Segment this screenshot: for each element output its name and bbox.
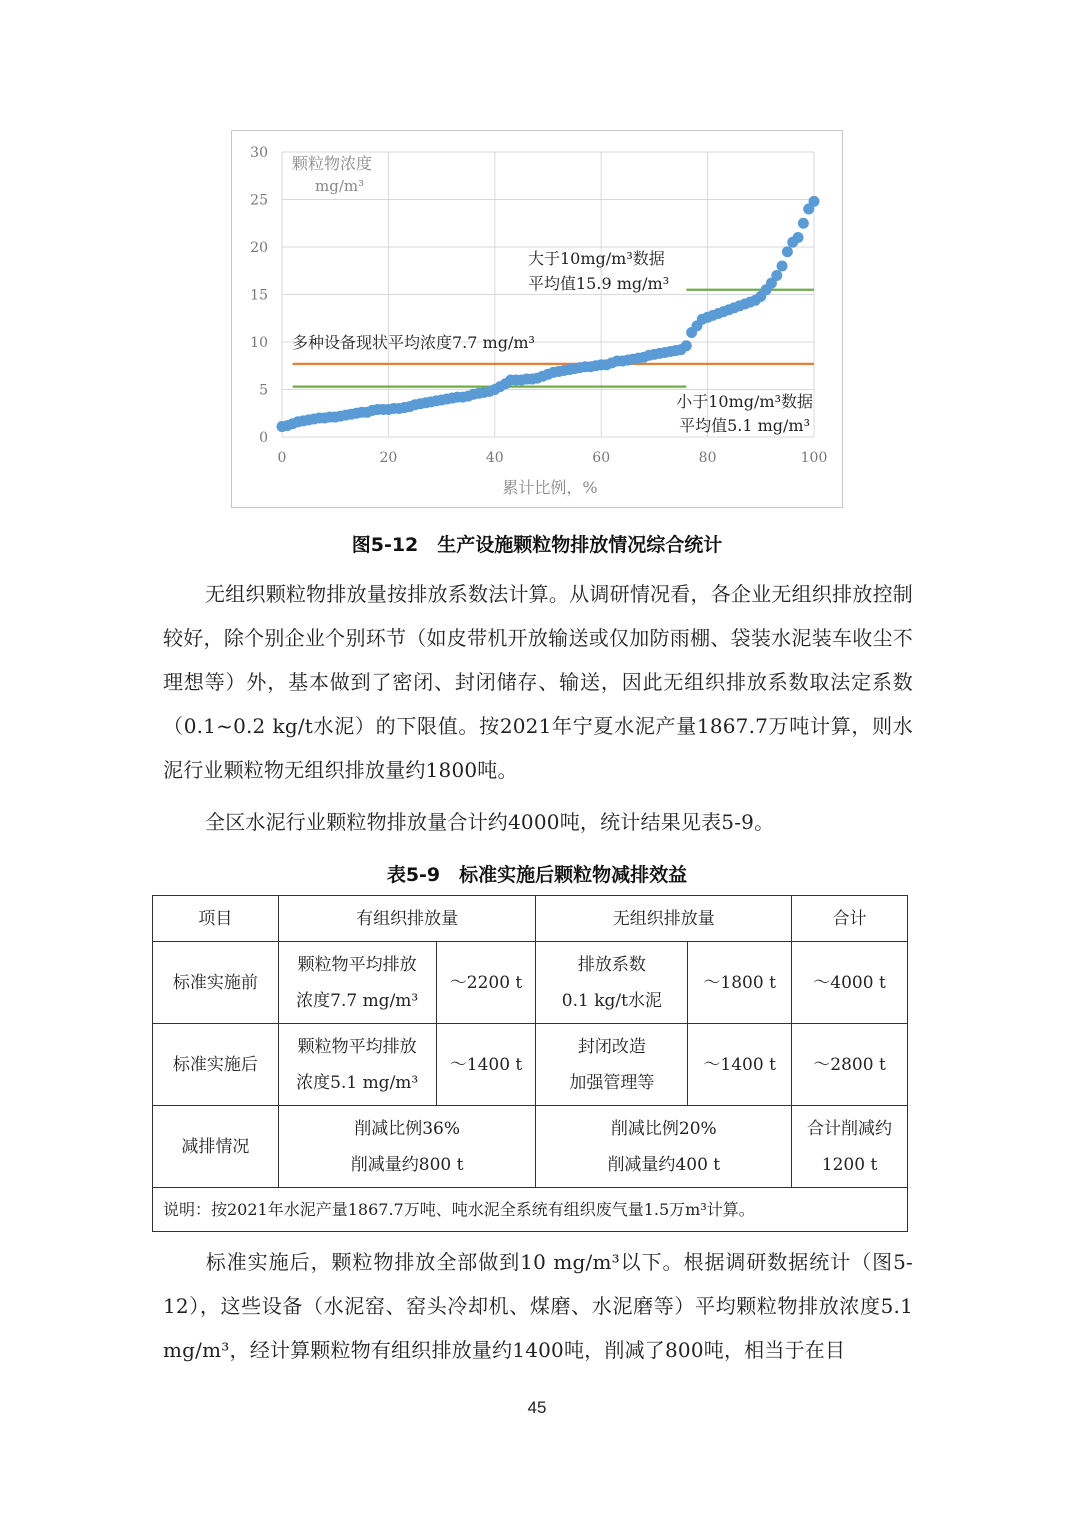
- paragraph-2: 全区水泥行业颗粒物排放量合计约4000吨，统计结果见表5-9。: [205, 810, 775, 834]
- annotation-high-line2: 平均值15.9 mg/m³: [528, 274, 670, 293]
- y-tick-label: 30: [250, 145, 268, 161]
- row-label: 标准实施前: [153, 942, 279, 1024]
- unorg-value: ～1400 t: [688, 1024, 792, 1106]
- reduction-table: [152, 895, 908, 1232]
- figure-caption: 图5-12 生产设施颗粒物排放情况综合统计: [351, 534, 723, 556]
- table-note-row: [153, 1188, 908, 1232]
- header-unorganized: 无组织排放量: [536, 896, 792, 942]
- data-point: [771, 270, 782, 281]
- unorg-desc: 封闭改造 加强管理等: [536, 1024, 688, 1106]
- header-total: 合计: [792, 896, 908, 942]
- unorg-value: ～1800 t: [688, 942, 792, 1024]
- x-tick-label: 40: [485, 450, 504, 466]
- y-axis-label-line1: 颗粒物浓度: [292, 154, 373, 173]
- data-point: [782, 246, 793, 257]
- table-row: [153, 1024, 908, 1106]
- org-reduction: 削减比例36% 削减量约800 t: [278, 1106, 536, 1188]
- figure-chart: [231, 130, 843, 508]
- paragraph-3: 标准实施后，颗粒物排放全部做到10 mg/m³以下。根据调研数据统计（图5-12），这些设备（水泥窑、窑头冷却机、煤磨、水泥磨等）平均颗粒物排放浓度5.1 mg/m³，经计算颗粒物有组织排放量约1400吨，削减了800吨，相当于在目: [163, 1250, 913, 1362]
- y-tick-label: 5: [259, 382, 268, 399]
- y-tick-label: 15: [250, 287, 268, 304]
- org-value: ～2200 t: [436, 942, 536, 1024]
- page-number: 45: [527, 1398, 547, 1417]
- y-axis-label-line2: mg/m³: [315, 177, 365, 195]
- data-point: [793, 232, 804, 243]
- annotation-low-line2: 平均值5.1 mg/m³: [679, 416, 810, 435]
- header-item: 项目: [153, 896, 279, 942]
- x-axis-label: 累计比例，%: [502, 478, 598, 497]
- table-row: [153, 942, 908, 1024]
- unorg-desc: 排放系数 0.1 kg/t水泥: [536, 942, 688, 1024]
- chart-svg: [232, 131, 844, 509]
- total-value: ～2800 t: [792, 1024, 908, 1106]
- paragraph-1: 无组织颗粒物排放量按排放系数法计算。从调研情况看，各企业无组织排放控制较好，除个别企业个别环节（如皮带机开放输送或仅加防雨棚、袋装水泥装车收尘不理想等）外，基本做到了密闭、封闭储存、输送，因此无组织排放系数取法定系数（0.1~0.2 kg/t水泥）的下限值。按2021年宁夏水泥产量1867.7万吨计算，则水泥行业颗粒物无组织排放量约1800吨。: [163, 582, 913, 782]
- y-tick-label: 10: [250, 335, 268, 351]
- total-value: ～4000 t: [792, 942, 908, 1024]
- row-label: 减排情况: [153, 1106, 279, 1188]
- data-point: [798, 218, 809, 229]
- x-tick-label: 100: [800, 450, 828, 466]
- annotation-avg-all: 多种设备现状平均浓度7.7 mg/m³: [292, 333, 535, 352]
- org-value: ～1400 t: [436, 1024, 536, 1106]
- table-row-reduction: [153, 1106, 908, 1188]
- annotation-high-line1: 大于10mg/m³数据: [528, 249, 665, 268]
- data-point: [809, 196, 820, 207]
- row-label: 标准实施后: [153, 1024, 279, 1106]
- x-tick-label: 0: [277, 450, 287, 466]
- x-tick-label: 20: [379, 450, 398, 466]
- table-note: 说明：按2021年水泥产量1867.7万吨、吨水泥全系统有组织废气量1.5万m³计算。: [153, 1188, 908, 1232]
- data-point: [681, 340, 692, 351]
- unorg-reduction: 削减比例20% 削减量约400 t: [536, 1106, 792, 1188]
- header-organized: 有组织排放量: [278, 896, 536, 942]
- annotation-low-line1: 小于10mg/m³数据: [676, 392, 813, 411]
- org-desc: 颗粒物平均排放 浓度5.1 mg/m³: [278, 1024, 436, 1106]
- x-tick-label: 60: [592, 450, 611, 466]
- y-tick-label: 0: [259, 430, 268, 446]
- table-caption: 表5-9 标准实施后颗粒物减排效益: [386, 864, 688, 886]
- table-header-row: [153, 896, 908, 942]
- x-tick-label: 80: [698, 450, 717, 466]
- data-point: [777, 261, 788, 272]
- total-reduction: 合计削减约 1200 t: [792, 1106, 908, 1188]
- org-desc: 颗粒物平均排放 浓度7.7 mg/m³: [278, 942, 436, 1024]
- y-tick-label: 20: [250, 240, 268, 256]
- y-tick-label: 25: [250, 192, 268, 209]
